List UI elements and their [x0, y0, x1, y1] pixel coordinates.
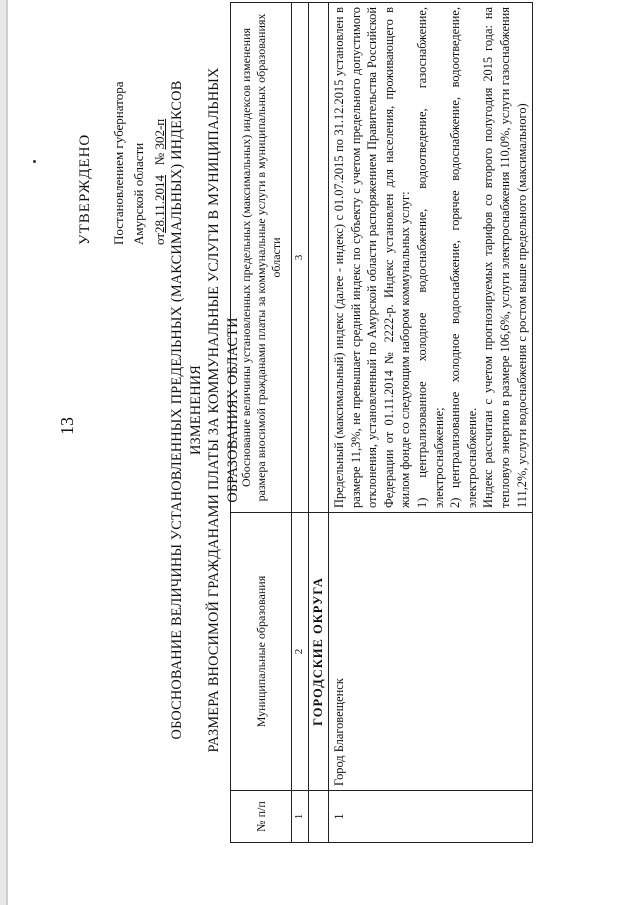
justification-paragraph-2: 1) централизованное холодное водоснабжение, водоотведение, газоснабжение, электроснабжение;	[415, 7, 446, 508]
section-empty-cell	[309, 3, 329, 513]
table-header-row	[231, 3, 292, 843]
column-number-row	[292, 3, 309, 843]
table-row	[329, 3, 533, 843]
row-num: 1	[329, 791, 533, 843]
header-municipality: Муниципальные образования	[231, 513, 292, 791]
page-number: 13	[57, 417, 77, 435]
header-justification: Обоснование величины установленных предельных (максимальных) индексов изменения размера вносимой гражданами платы за коммунальные услуги в муниципальных образованиях области	[231, 3, 292, 513]
approval-line-1: Постановлением губернатора	[111, 81, 127, 245]
column-number-3: 3	[292, 3, 309, 513]
approval-date: 28.11.2014	[151, 174, 167, 233]
date-prefix: от	[151, 232, 167, 245]
column-number-1: 1	[292, 791, 309, 843]
justification-paragraph-1: Предельный (максимальный) индекс (далее - индекс) с 01.07.2015 по 31.12.2015 установлен в размере 11,3%, не превышает средний индекс по субъекту с учетом предельного допустимого отклонения, установленный по Амурской области распоряжением Правительства Российской Федерации от 01.11.2014 № 2222-р. Индекс установлен для населения, проживающего в жилом фонде со следующим набором коммунальных услуг:	[332, 7, 413, 508]
approval-number: 302-п	[151, 118, 167, 150]
row-municipality: Город Благовещенск	[329, 513, 533, 791]
number-prefix: №	[151, 152, 167, 166]
section-row	[309, 3, 329, 843]
heading-line-2: РАЗМЕРА ВНОСИМОЙ ГРАЖДАНАМИ ПЛАТЫ ЗА КОММУНАЛЬНЫЕ УСЛУГИ В МУНИЦИПАЛЬНЫХ	[206, 67, 223, 753]
justification-paragraph-4: Индекс рассчитан с учетом прогнозируемых тарифов со второго полугодия 2015 года: на тепловую энергию в размере 106,6%, услуги электроснабжения 110,0%, услуги газоснабжения 111,2%, услуги водоснабжения с ростом выше предельного (максимального)	[481, 7, 529, 508]
approval-line-2: Амурской области	[131, 142, 147, 245]
row-justification	[329, 3, 533, 513]
section-num-cell	[309, 791, 329, 843]
heading-line-1: ОБОСНОВАНИЕ ВЕЛИЧИНЫ УСТАНОВЛЕННЫХ ПРЕДЕЛЬНЫХ (МАКСИМАЛЬНЫХ) ИНДЕКСОВ ИЗМЕНЕНИЯ	[169, 80, 204, 740]
section-title: ГОРОДСКИЕ ОКРУГА	[309, 513, 329, 791]
header-num: № п/п	[231, 791, 292, 843]
approval-stamp	[74, 82, 170, 245]
approval-title: УТВЕРЖДЕНО	[77, 133, 93, 245]
heading-line-3: ОБРАЗОВАНИЯХ ОБЛАСТИ	[224, 317, 241, 503]
approval-date-line	[150, 82, 170, 245]
justification-table	[230, 2, 533, 843]
column-number-2: 2	[292, 513, 309, 791]
justification-paragraph-3: 2) централизованное холодное водоснабжение, горячее водоснабжение, водоотведение, электроснабжение.	[448, 7, 479, 508]
